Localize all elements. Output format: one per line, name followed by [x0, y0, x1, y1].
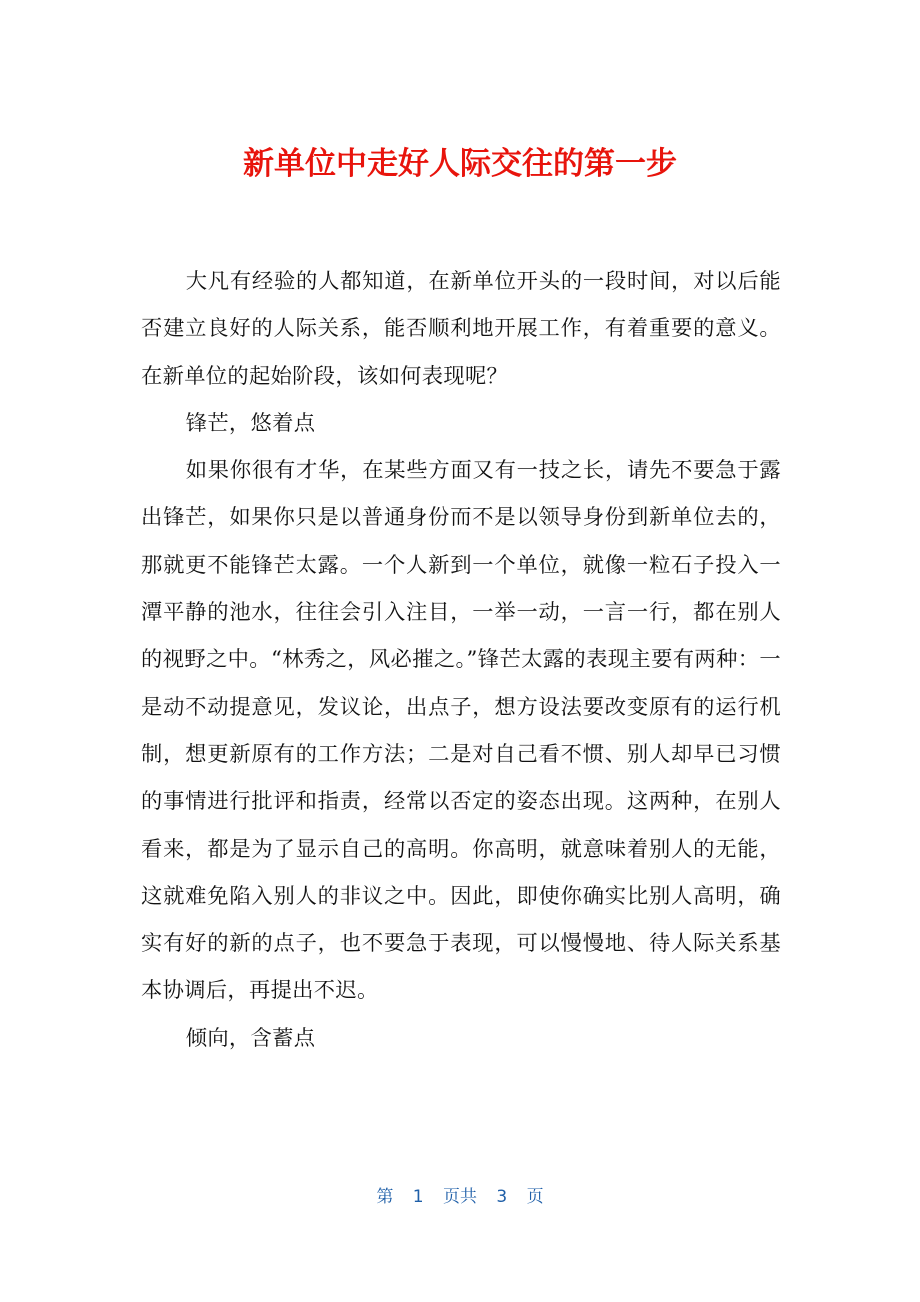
page-label-suffix: 页 [526, 1187, 544, 1207]
document-title: 新单位中走好人际交往的第一步 [243, 146, 677, 182]
page-label-prefix: 第 [376, 1187, 394, 1207]
current-page-number: 1 [412, 1187, 424, 1207]
page-label-middle: 页共 [443, 1187, 477, 1207]
page-number-footer [0, 1183, 920, 1211]
paragraph-intro: 大凡有经验的人都知道，在新单位开头的一段时间，对以后能否建立良好的人际关系，能否顺利地开展工作，有着重要的意义。在新单位的起始阶段，该如何表现呢？ [141, 269, 781, 389]
total-pages-number: 3 [496, 1187, 508, 1207]
document-body [141, 258, 781, 1062]
section-heading-edge: 锋芒，悠着点 [185, 410, 316, 436]
paragraph-edge-detail: 如果你很有才华，在某些方面又有一技之长，请先不要急于露出锋芒，如果你只是以普通身份而不是以领导身份到新单位去的，那就更不能锋芒太露。一个人新到一个单位，就像一粒石子投入一潭平静的池水，往往会引入注目，一举一动，一言一行，都在别人的视野之中。“林秀之，风必摧之。”锋芒太露的表现主要有两种：一是动不动提意见，发议论，出点子，想方设法要改变原有的运行机制，想更新原有的工作方法；二是对自己看不惯、别人却早已习惯的事情进行批评和指责，经常以否定的姿态出现。这两种，在别人看来，都是为了显示自己的高明。你高明，就意味着别人的无能，这就难免陷入别人的非议之中。因此，即使你确实比别人高明，确实有好的新的点子，也不要急于表现，可以慢慢地、待人际关系基本协调后，再提出不迟。 [141, 458, 781, 1004]
section-heading-tendency: 倾向，含蓄点 [185, 1025, 316, 1051]
